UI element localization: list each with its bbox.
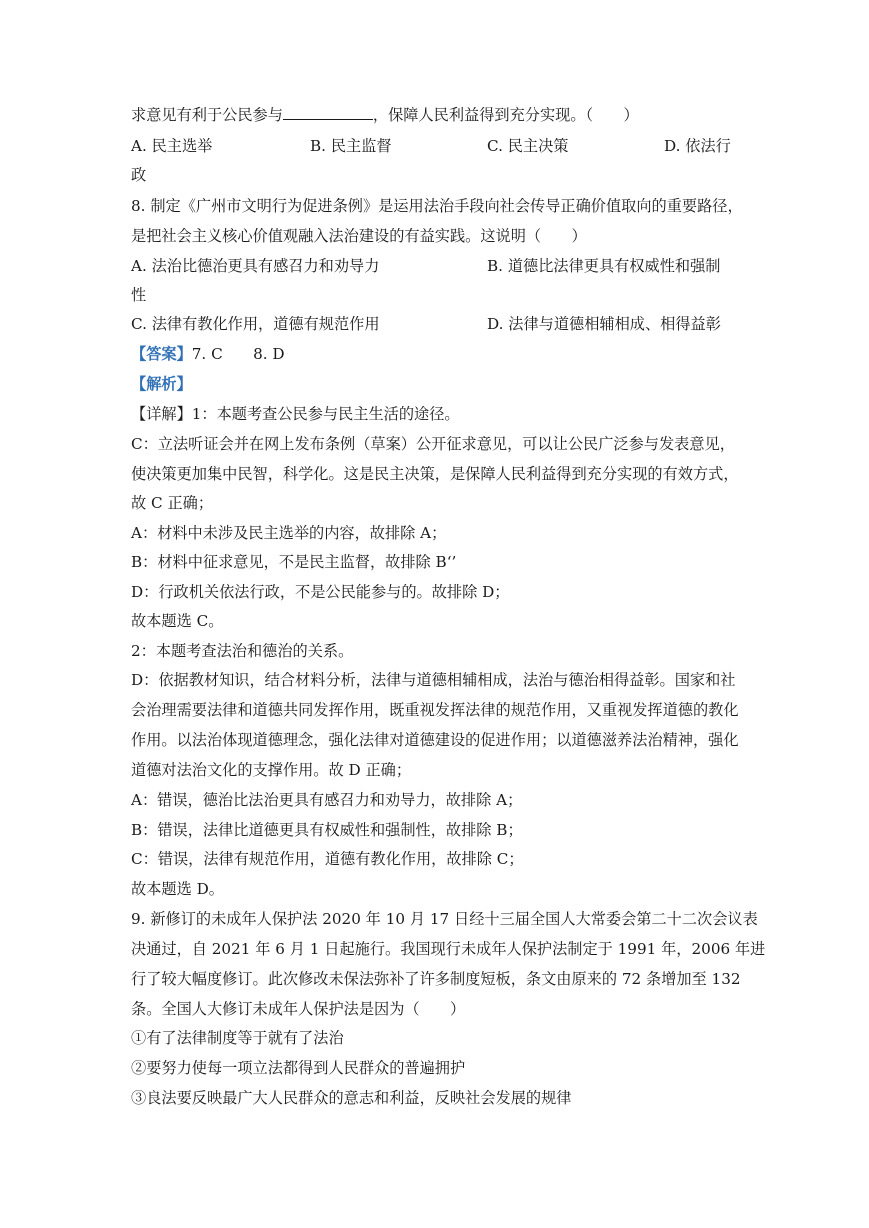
analysis-line-3: 使决策更加集中民智，科学化。这是民主决策，是保障人民利益得到充分实现的有效方式， — [131, 465, 739, 483]
q7-option-c: C. 民主决策 — [487, 137, 569, 155]
q8-stem-line-1: 8. 制定《广州市文明行为促进条例》是运用法治手段向社会传导正确价值取向的重要路径， — [131, 197, 743, 215]
q8-stem-line-2: 是把社会主义核心价值观融入法治建设的有益实践。这说明（ ） — [131, 227, 587, 245]
q9-choice-3: ③良法要反映最广大人民群众的意志和利益，反映社会发展的规律 — [131, 1089, 572, 1107]
q8-option-c: C. 法律有教化作用，道德有规范作用 — [131, 315, 380, 333]
answer-line — [131, 344, 285, 364]
analysis-line-16: C：错误，法律有规范作用，道德有教化作用，故排除 C； — [131, 850, 524, 868]
answer-text: 7. C 8. D — [191, 345, 285, 363]
analysis-text: 1：本题考查公民参与民主生活的途径。 — [191, 405, 460, 423]
q8-option-d: D. 法律与道德相辅相成、相得益彰 — [487, 315, 721, 333]
q9-stem-line-3: 行了较大幅度修订。此次修改未保法弥补了许多制度短板，条文由原来的 72 条增加至 132 — [131, 970, 741, 988]
q7-stem — [131, 105, 639, 125]
q9-choice-2: ②要努力使每一项立法都得到人民群众的普遍拥护 — [131, 1059, 466, 1077]
answer-tag: 【答案】 — [131, 345, 192, 363]
analysis-line-2: C：立法听证会并在网上发布条例（草案）公开征求意见，可以让公民广泛参与发表意见， — [131, 435, 735, 453]
q7-option-d: D. 依法行 — [664, 137, 731, 155]
analysis-line-6: B：材料中征求意见，不是民主监督，故排除 B‘’ — [131, 553, 457, 571]
q7-option-d-wrap: 政 — [131, 166, 147, 184]
q7-option-a: A. 民主选举 — [131, 137, 213, 155]
q9-choice-1: ①有了法律制度等于就有了法治 — [131, 1029, 344, 1047]
answer-blank — [283, 105, 373, 120]
q7-stem-after: ，保障人民利益得到充分实现。（ ） — [372, 106, 639, 124]
analysis-line-17: 故本题选 D。 — [131, 880, 224, 898]
analysis-line-9: 2：本题考查法治和德治的关系。 — [131, 642, 354, 660]
analysis-line-10: D：依据教材知识，结合材料分析，法律与道德相辅相成，法治与德治相得益彰。国家和社 — [131, 671, 736, 689]
analysis-line-7: D：行政机关依法行政，不是公民能参与的。故排除 D； — [131, 583, 510, 601]
q9-stem-line-1: 9. 新修订的未成年人保护法 2020 年 10 月 17 日经十三届全国人大常委会第二十二次会议表 — [131, 910, 758, 928]
analysis-line-14: A：错误，德治比法治更具有感召力和劝导力，故排除 A； — [131, 791, 523, 809]
analysis-line-4: 故 C 正确； — [131, 494, 214, 512]
q9-stem-line-4: 条。全国人大修订未成年人保护法是因为（ ） — [131, 1000, 466, 1018]
analysis-line-13: 道德对法治文化的支撑作用。故 D 正确； — [131, 761, 412, 779]
q8-option-b-wrap: 性 — [131, 286, 147, 304]
q8-option-a: A. 法治比德治更具有感召力和劝导力 — [131, 257, 380, 275]
analysis-line-8: 故本题选 C。 — [131, 612, 224, 630]
analysis-heading — [131, 374, 192, 394]
analysis-tag: 【解析】 — [131, 375, 192, 393]
analysis-line-5: A：材料中未涉及民主选举的内容，故排除 A； — [131, 524, 447, 542]
analysis-line-12: 作用。以法治体现道德理念，强化法律对道德建设的促进作用；以道德滋养法治精神，强化 — [131, 731, 739, 749]
q8-option-b: B. 道德比法律更具有权威性和强制 — [487, 257, 721, 275]
detail-tag: 【详解】 — [131, 405, 192, 423]
q7-option-b: B. 民主监督 — [310, 137, 392, 155]
analysis-line-1 — [131, 404, 460, 424]
analysis-line-15: B：错误，法律比道德更具有权威性和强制性，故排除 B； — [131, 821, 523, 839]
analysis-line-11: 会治理需要法律和道德共同发挥作用，既重视发挥法律的规范作用，又重视发挥道德的教化 — [131, 701, 739, 719]
q9-stem-line-2: 决通过，自 2021 年 6 月 1 日起施行。我国现行未成年人保护法制定于 1991 年，2006 年进 — [131, 940, 766, 958]
q7-stem-before: 求意见有利于公民参与 — [131, 106, 283, 124]
